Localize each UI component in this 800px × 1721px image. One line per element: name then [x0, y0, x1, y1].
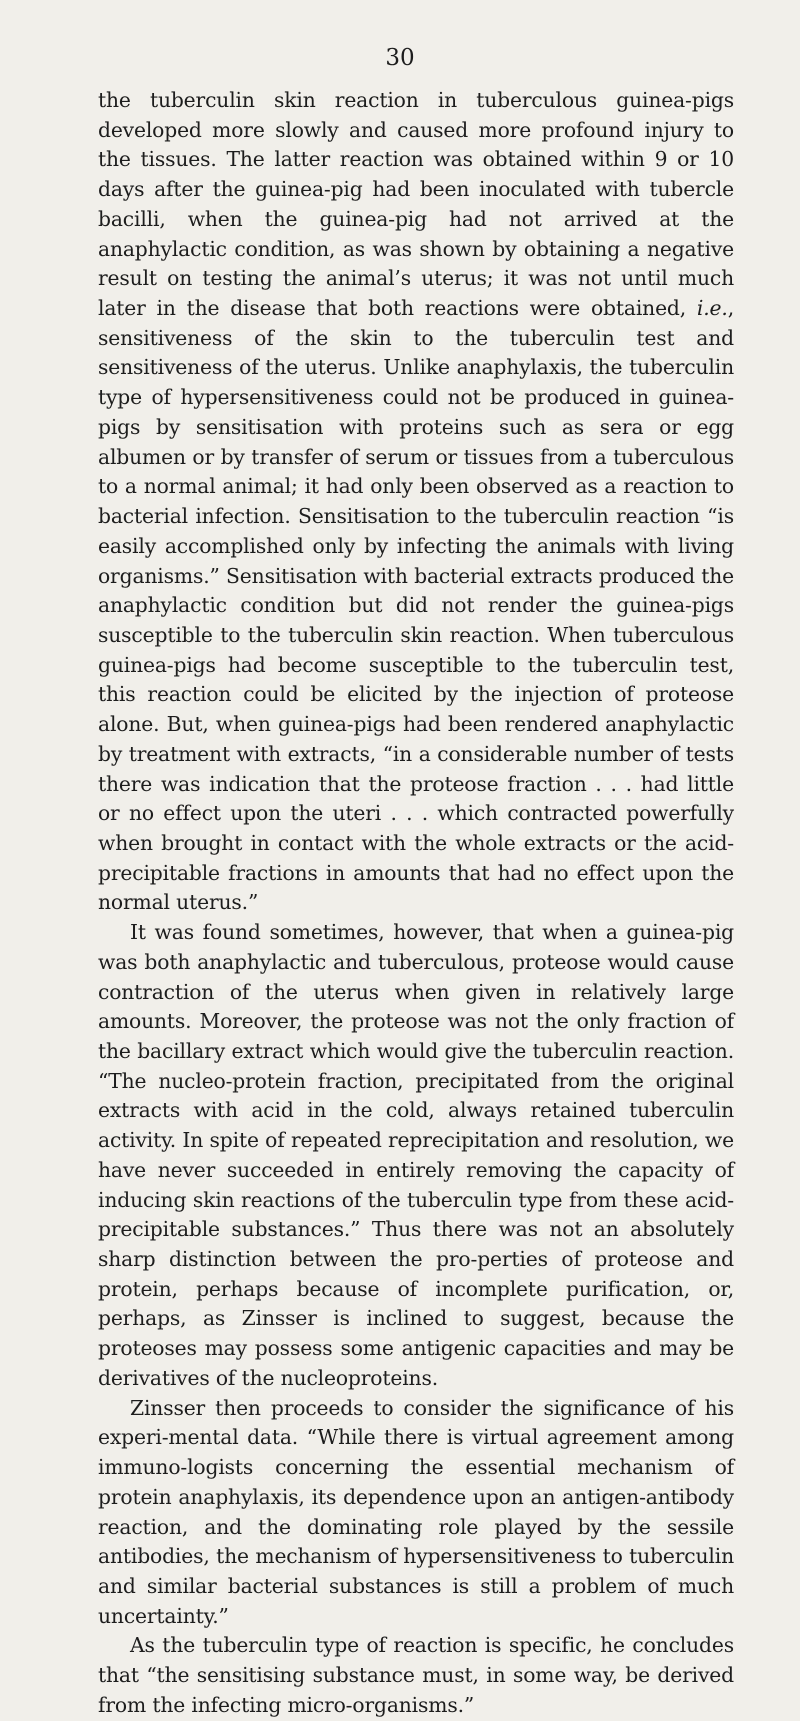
paragraph	[98, 86, 734, 918]
italic-abbreviation: i.e.	[696, 296, 728, 321]
page-text	[98, 86, 734, 1721]
paragraph	[98, 918, 734, 1394]
page-number: 30	[385, 45, 415, 71]
paragraph	[98, 1394, 734, 1632]
paragraph-text: As the tuberculin type of reaction is specific, he concludes that “the sensitising substance must, in some way, be derived from the infecting micro-organisms.”	[98, 1633, 734, 1717]
paragraph-text: the tuberculin skin reaction in tuberculous guinea-pigs developed more slowly and caused more profound injury to the tissues. The latter reaction was obtained within 9 or 10 days after the guinea-pig had been inoculated with tubercle bacilli, when the guinea-pig had not arrived at the anaphylactic condition, as was shown by obtaining a negative result on testing the animal’s uterus; it was not until much later in the disease that both reactions were obtained,	[98, 88, 734, 321]
paragraph-text: It was found sometimes, however, that when a guinea-pig was both anaphylactic and tuberculous, proteose would cause contraction of the uterus when given in relatively large amounts. Moreover, the proteose was not the only fraction of the bacillary extract which would give the tuberculin reaction. “The nucleo-protein fraction, precipitated from the original extracts with acid in the cold, always retained tuberculin activity. In spite of repeated reprecipitation and resolution, we have never succeeded in entirely removing the capacity of inducing skin reactions of the tuberculin type from these acid-precipitable substances.” Thus there was not an absolutely sharp distinction between the pro-perties of proteose and protein, perhaps because of incomplete purification, or, perhaps, as Zinsser is inclined to suggest, because the proteoses may possess some antigenic capacities and may be derivatives of the nucleoproteins.	[98, 920, 734, 1390]
paragraph	[98, 1631, 734, 1720]
paragraph-text: , sensitiveness of the skin to the tuberculin test and sensitiveness of the uterus. Unlike anaphylaxis, the tuberculin type of hypersensitiveness could not be produced in guinea-pigs by sensitisation with proteins such as sera or egg albumen or by transfer of serum or tissues from a tuberculous to a normal animal; it had only been observed as a reaction to bacterial infection. Sensitisation to the tuberculin reaction “is easily accomplished only by infecting the animals with living organisms.” Sensitisation with bacterial extracts produced the anaphylactic condition but did not render the guinea-pigs susceptible to the tuberculin skin reaction. When tuberculous guinea-pigs had become susceptible to the tuberculin test, this reaction could be elicited by the injection of proteose alone. But, when guinea-pigs had been rendered anaphylactic by treatment with extracts, “in a considerable number of tests there was indication that the proteose fraction . . . had little or no effect upon the uteri . . . which contracted powerfully when brought in contact with the whole extracts or the acid-precipitable fractions in amounts that had no effect upon the normal uterus.”	[98, 296, 734, 915]
paragraph-text: Zinsser then proceeds to consider the significance of his experi-mental data. “While there is virtual agreement among immuno-logists concerning the essential mechanism of protein anaphylaxis, its dependence upon an antigen-antibody reaction, and the dominating role played by the sessile antibodies, the mechanism of hypersensitiveness to tuberculin and similar bacterial substances is still a problem of much uncertainty.”	[98, 1395, 734, 1628]
